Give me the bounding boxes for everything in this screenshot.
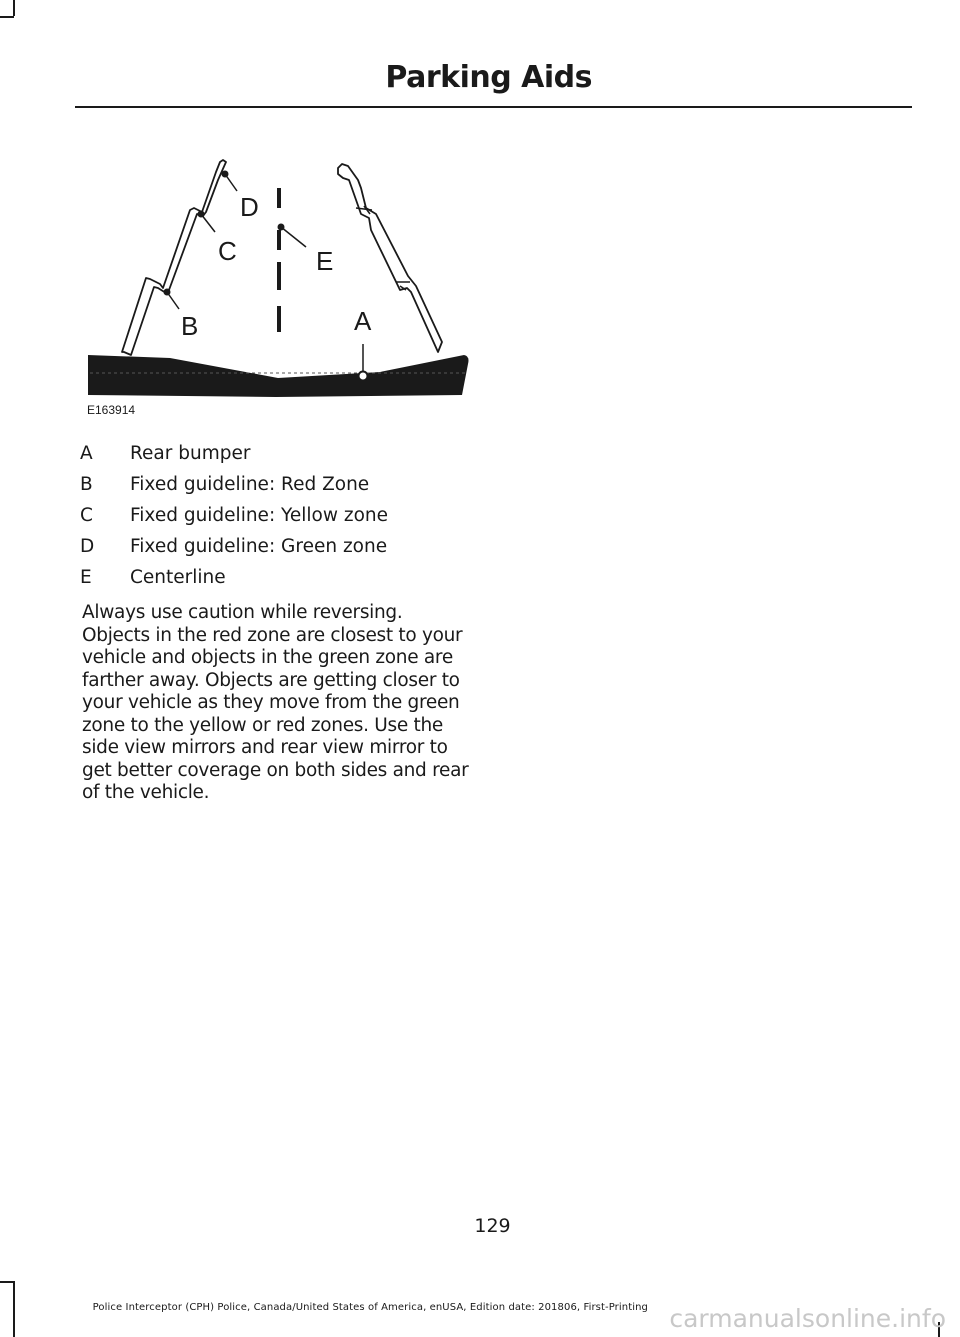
crop-mark-top-left-h bbox=[0, 16, 14, 18]
callout-b-label: B bbox=[181, 311, 199, 341]
callout-b-dot bbox=[164, 289, 171, 296]
crop-mark-top-left-v bbox=[13, 0, 15, 16]
body-line: Objects in the red zone are closest to your bbox=[82, 624, 463, 646]
legend-row bbox=[80, 438, 500, 469]
callout-a-label: A bbox=[354, 306, 372, 336]
legend-key: E bbox=[80, 567, 92, 588]
watermark-text: carmanualsonline.info bbox=[669, 1304, 946, 1333]
legend-row bbox=[80, 562, 500, 593]
legend-description: Rear bumper bbox=[130, 443, 251, 464]
body-line: get better coverage on both sides and rear bbox=[82, 759, 469, 781]
legend-key: B bbox=[80, 474, 93, 495]
centerline-dash bbox=[277, 230, 281, 250]
body-line: your vehicle as they move from the green bbox=[82, 692, 460, 713]
callout-e-leader bbox=[281, 227, 306, 247]
callout-e-label: E bbox=[316, 246, 334, 276]
body-paragraph bbox=[82, 602, 482, 805]
body-line: vehicle and objects in the green zone are bbox=[82, 647, 453, 668]
centerline-dash bbox=[277, 306, 281, 332]
guidelines-illustration bbox=[80, 150, 480, 420]
body-line: of the vehicle. bbox=[82, 782, 210, 803]
callout-c-dot bbox=[198, 211, 205, 218]
legend-row bbox=[80, 500, 500, 531]
legend-row bbox=[80, 469, 500, 500]
callout-legend bbox=[80, 438, 500, 593]
callout-e-dot bbox=[278, 224, 285, 231]
crop-mark-bottom-left-h bbox=[0, 1281, 14, 1283]
body-line: Always use caution while reversing. bbox=[82, 602, 403, 623]
page-number: 129 bbox=[474, 1215, 511, 1237]
callout-c-label: C bbox=[218, 236, 237, 266]
edition-footer: Police Interceptor (CPH) Police, Canada/United States of America, enUSA, Edition date: 201806, First-Printing bbox=[92, 1302, 648, 1313]
body-line: side view mirrors and rear view mirror to bbox=[82, 737, 448, 758]
body-line: farther away. Objects are getting closer to bbox=[82, 669, 460, 691]
header-divider bbox=[75, 106, 912, 108]
legend-key: D bbox=[80, 536, 95, 557]
rear-bumper bbox=[88, 355, 469, 397]
left-guideline bbox=[122, 160, 226, 355]
centerline-dash bbox=[277, 188, 281, 208]
parking-guidelines-diagram bbox=[80, 150, 480, 420]
legend-key: C bbox=[80, 505, 93, 526]
legend-description: Fixed guideline: Yellow zone bbox=[130, 505, 389, 526]
legend-description: Fixed guideline: Green zone bbox=[130, 536, 388, 557]
callout-d-label: D bbox=[240, 192, 259, 222]
legend-row bbox=[80, 531, 500, 562]
centerline-dash bbox=[277, 262, 281, 290]
page-title: Parking Aids bbox=[385, 60, 592, 95]
callout-a-dot bbox=[359, 372, 368, 381]
legend-description: Centerline bbox=[130, 567, 226, 588]
body-line: zone to the yellow or red zones. Use the bbox=[82, 714, 443, 736]
legend-key: A bbox=[80, 443, 93, 464]
legend-description: Fixed guideline: Red Zone bbox=[130, 474, 370, 495]
figure-code: E163914 bbox=[87, 403, 136, 417]
callout-d-dot bbox=[222, 171, 229, 178]
